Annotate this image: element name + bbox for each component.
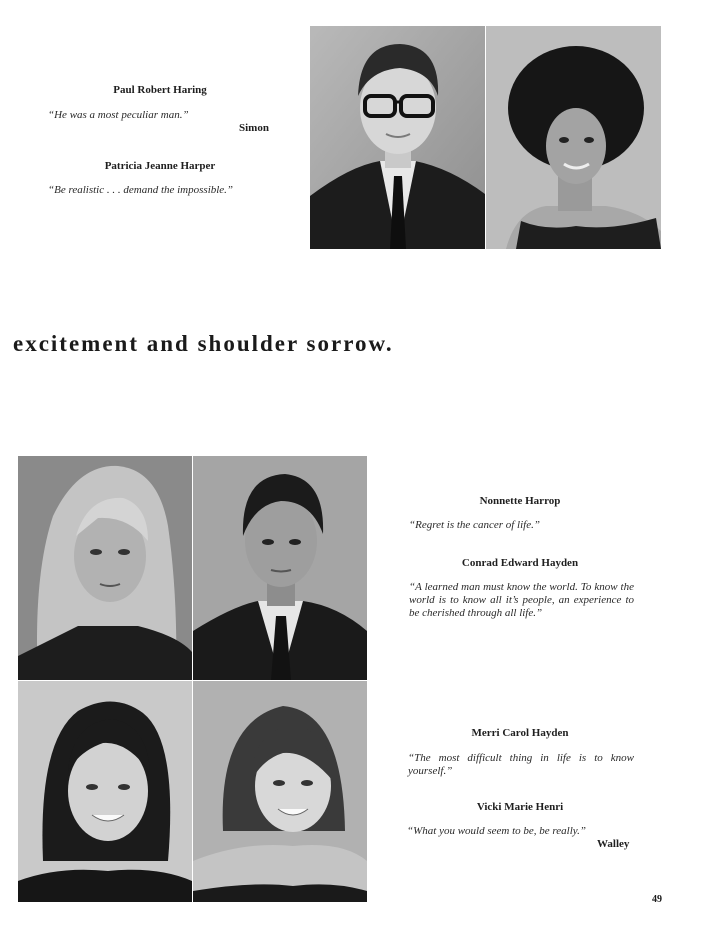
portrait-photo-merri-hayden xyxy=(18,681,192,902)
portrait-photo-paul-haring xyxy=(310,26,485,249)
portrait-photo-vicki-henri xyxy=(193,681,367,902)
page-number: 49 xyxy=(652,894,662,905)
student-name-patricia-harper: Patricia Jeanne Harper xyxy=(104,160,216,172)
signature-simon: Simon xyxy=(239,122,269,134)
student-name-conrad-hayden: Conrad Edward Hayden xyxy=(461,557,579,569)
student-name-vicki-henri: Vicki Marie Henri xyxy=(476,801,564,813)
student-name-nonnette-harrop: Nonnette Harrop xyxy=(479,495,561,507)
signature-walley: Walley xyxy=(597,838,630,850)
portrait-photo-patricia-harper xyxy=(486,26,661,249)
banner-phrase: excitement and shoulder sorrow. xyxy=(13,331,394,356)
student-quote-merri-hayden: “The most difficult thing in life is to know yourself.” xyxy=(408,752,634,778)
student-quote-patricia-harper: “Be realistic . . . demand the impossible.” xyxy=(48,184,234,196)
student-quote-nonnette-harrop: “Regret is the cancer of life.” xyxy=(409,519,540,531)
portrait-photo-conrad-hayden xyxy=(193,456,367,680)
portrait-photo-nonnette-harrop xyxy=(18,456,192,680)
student-quote-conrad-hayden: “A learned man must know the world. To know the world is to know all it’s people, an experience to be cherished through all life.” xyxy=(409,581,634,620)
student-name-paul-haring: Paul Robert Haring xyxy=(113,84,207,96)
student-quote-vicki-henri: “What you would seem to be, be really.” xyxy=(407,825,586,837)
student-quote-paul-haring: “He was a most peculiar man.” xyxy=(48,109,189,121)
student-name-merri-hayden: Merri Carol Hayden xyxy=(471,727,569,739)
